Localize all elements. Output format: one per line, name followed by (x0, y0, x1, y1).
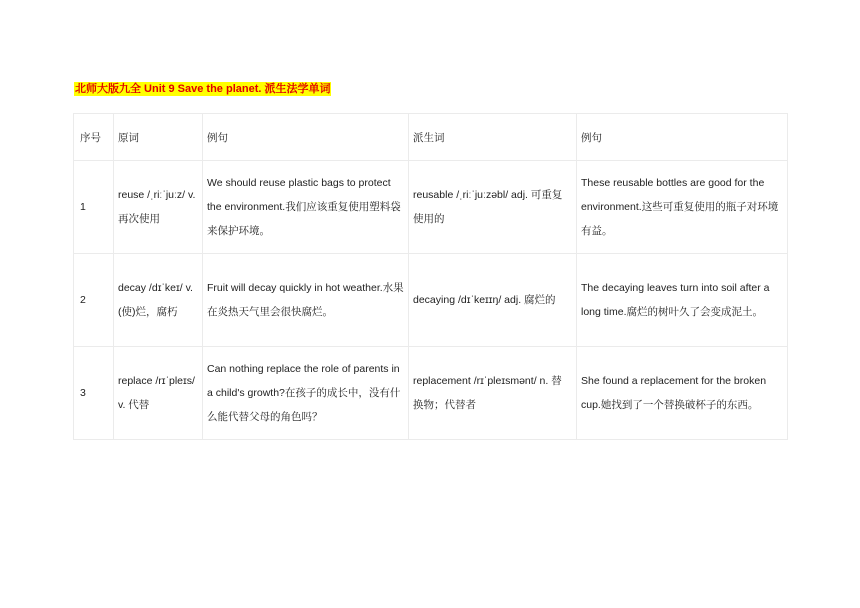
derived-example-sentence: She found a replacement for the broken cup.她找到了一个替换破杯子的东西。 (577, 347, 788, 440)
vocabulary-table (73, 113, 788, 440)
table-row (74, 254, 788, 347)
derived-word: replacement /rɪˈpleɪsmənt/ n. 替换物；代替者 (409, 347, 577, 440)
row-number: 2 (74, 254, 114, 347)
example-sentence: Can nothing replace the role of parents in a child's growth?在孩子的成长中，没有什么能代替父母的角色吗？ (203, 347, 409, 440)
row-number: 3 (74, 347, 114, 440)
header-derived-word: 派生词 (409, 114, 577, 161)
table-row (74, 347, 788, 440)
header-derived-example: 例句 (577, 114, 788, 161)
example-sentence: We should reuse plastic bags to protect the environment.我们应该重复使用塑料袋来保护环境。 (203, 161, 409, 254)
header-original-word: 原词 (114, 114, 203, 161)
row-number: 1 (74, 161, 114, 254)
header-number: 序号 (74, 114, 114, 161)
table-row (74, 161, 788, 254)
document-title: 北师大版九全 Unit 9 Save the planet. 派生法学单词 (75, 83, 331, 95)
original-word: reuse /ˌriːˈjuːz/ v. 再次使用 (114, 161, 203, 254)
original-word: replace /rɪˈpleɪs/ v. 代替 (114, 347, 203, 440)
header-example-sentence: 例句 (203, 114, 409, 161)
original-word: decay /dɪˈkeɪ/ v. (使)烂，腐朽 (114, 254, 203, 347)
derived-word: reusable /ˌriːˈjuːzəbl/ adj. 可重复使用的 (409, 161, 577, 254)
derived-example-sentence: These reusable bottles are good for the environment.这些可重复使用的瓶子对环境有益。 (577, 161, 788, 254)
example-sentence: Fruit will decay quickly in hot weather.水果在炎热天气里会很快腐烂。 (203, 254, 409, 347)
derived-word: decaying /dɪˈkeɪɪŋ/ adj. 腐烂的 (409, 254, 577, 347)
derived-example-sentence: The decaying leaves turn into soil after a long time.腐烂的树叶久了会变成泥土。 (577, 254, 788, 347)
table-header-row (74, 114, 788, 161)
